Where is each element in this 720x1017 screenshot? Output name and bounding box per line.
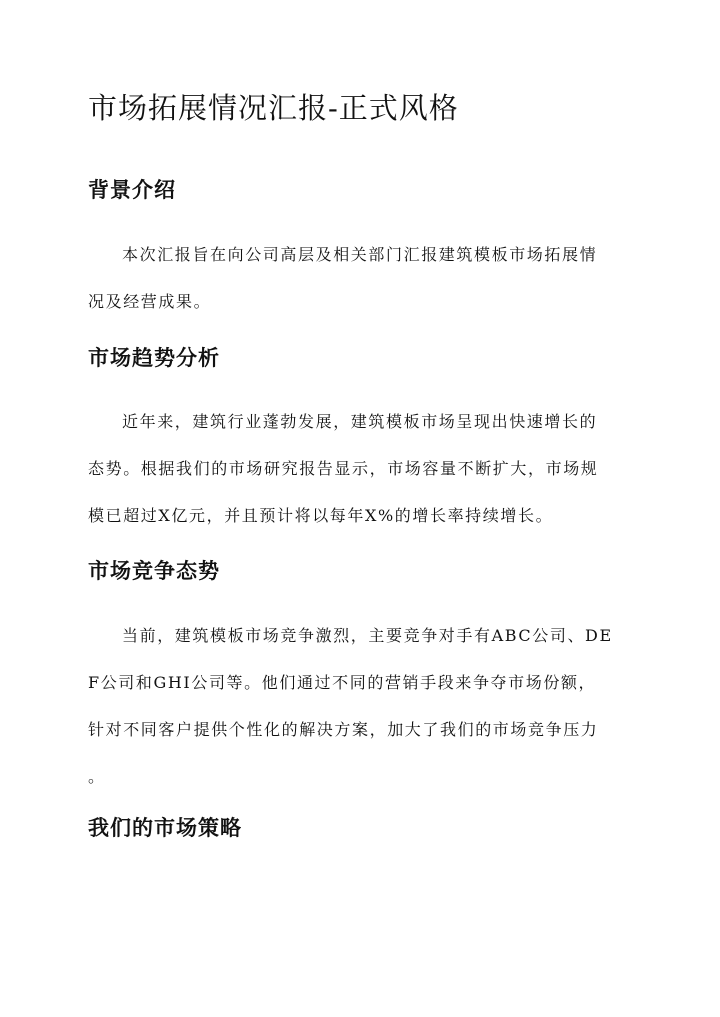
section-heading-competition: 市场竞争态势 <box>88 558 220 583</box>
paragraph-line: 。 <box>88 767 106 786</box>
section-paragraph-market-trend <box>88 398 634 539</box>
paragraph-line: 近年来，建筑行业蓬勃发展，建筑模板市场呈现出快速增长的 <box>122 412 598 431</box>
paragraph-line: 模已超过X亿元，并且预计将以每年X%的增长率持续增长。 <box>88 506 554 525</box>
paragraph-line: 况及经营成果。 <box>88 292 212 311</box>
paragraph-line: 本次汇报旨在向公司高层及相关部门汇报建筑模板市场拓展情 <box>122 245 598 264</box>
section-paragraph-competition <box>88 612 634 800</box>
paragraph-line: 态势。根据我们的市场研究报告显示，市场容量不断扩大，市场规 <box>88 459 599 478</box>
section-heading-market-trend: 市场趋势分析 <box>88 345 220 370</box>
paragraph-line: F公司和GHI公司等。他们通过不同的营销手段来争夺市场份额， <box>88 673 597 692</box>
paragraph-line: 当前，建筑模板市场竞争激烈，主要竞争对手有ABC公司、DE <box>122 626 613 645</box>
section-heading-our-strategy: 我们的市场策略 <box>88 815 242 840</box>
section-heading-background: 背景介绍 <box>88 177 176 202</box>
paragraph-line: 针对不同客户提供个性化的解决方案，加大了我们的市场竞争压力 <box>88 720 599 739</box>
document-title: 市场拓展情况汇报-正式风格 <box>88 91 459 125</box>
section-paragraph-background <box>88 231 634 325</box>
